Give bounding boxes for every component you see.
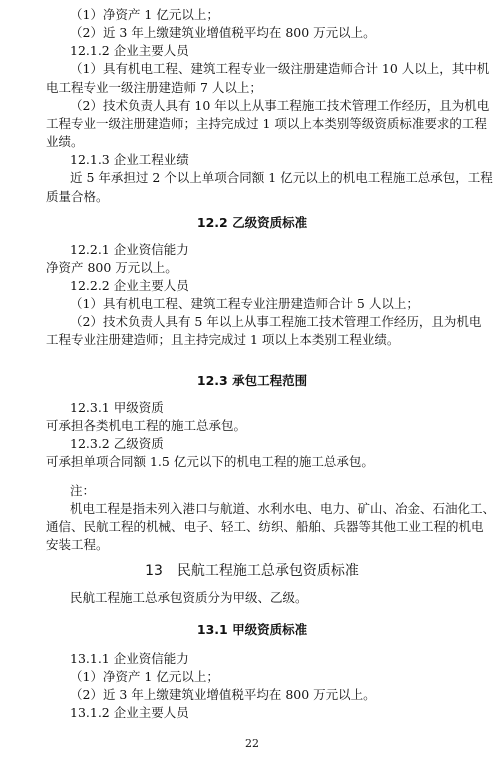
- line-17: 工程专业注册建造师；且主持完成过 1 项以上本类别工程业绩。: [46, 332, 400, 347]
- line-16: （2）技术负责人具有 5 年以上从事工程施工技术管理工作经历，且为机电: [70, 314, 482, 329]
- line-1: （1）净资产 1 亿元以上；: [70, 7, 219, 22]
- heading-12-2: 12.2 乙级资质标准: [196, 215, 308, 230]
- line-23: 13.1.1 企业资信能力: [70, 651, 189, 666]
- line-25: （2）近 3 年上缴建筑业增值税平均在 800 万元以上。: [70, 687, 376, 702]
- line-13: 净资产 800 万元以上。: [46, 260, 178, 275]
- heading-13-1: 13.1 甲级资质标准: [196, 622, 308, 637]
- line-19: 可承担各类机电工程的施工总承包。: [46, 418, 247, 433]
- heading-12-3: 12.3 承包工程范围: [196, 373, 308, 388]
- line-18: 12.3.1 甲级资质: [70, 400, 164, 415]
- line-5: 电工程专业一级注册建造师 7 人以上；: [46, 80, 262, 95]
- line-2: （2）近 3 年上缴建筑业增值税平均在 800 万元以上。: [70, 25, 376, 40]
- line-14: 12.2.2 企业主要人员: [70, 278, 189, 293]
- note-line-1: 机电工程是指未列入港口与航道、水利水电、电力、矿山、冶金、石油化工、: [70, 501, 496, 516]
- line-9: 12.1.3 企业工程业绩: [70, 152, 189, 167]
- line-8: 业绩。: [46, 134, 84, 149]
- line-11: 质量合格。: [46, 189, 109, 204]
- line-15: （1）具有机电工程、建筑工程专业注册建造师合计 5 人以上；: [70, 296, 419, 311]
- line-7: 工程专业一级注册建造师；主持完成过 1 项以上本类别等级资质标准要求的工程: [46, 116, 487, 131]
- note-label: 注：: [70, 483, 96, 498]
- line-22: 民航工程施工总承包资质分为甲级、乙级。: [70, 590, 308, 605]
- line-21: 可承担单项合同额 1.5 亿元以下的机电工程的施工总承包。: [46, 454, 374, 469]
- note-line-2: 通信、民航工程的机械、电子、轻工、纺织、船舶、兵器等其他工业工程的机电: [46, 519, 484, 534]
- line-6: （2）技术负责人具有 10 年以上从事工程施工技术管理工作经历，且为机电: [70, 98, 490, 113]
- page-number: 22: [245, 737, 259, 750]
- heading-13: 13 民航工程施工总承包资质标准: [145, 563, 359, 579]
- line-24: （1）净资产 1 亿元以上；: [70, 669, 219, 684]
- note-line-3: 安装工程。: [46, 537, 109, 552]
- line-10: 近 5 年承担过 2 个以上单项合同额 1 亿元以上的机电工程施工总承包，工程: [70, 170, 493, 185]
- line-20: 12.3.2 乙级资质: [70, 436, 164, 451]
- line-3: 12.1.2 企业主要人员: [70, 43, 189, 58]
- line-12: 12.2.1 企业资信能力: [70, 242, 189, 257]
- line-4: （1）具有机电工程、建筑工程专业一级注册建造师合计 10 人以上，其中机: [70, 61, 490, 76]
- line-26: 13.1.2 企业主要人员: [70, 705, 189, 720]
